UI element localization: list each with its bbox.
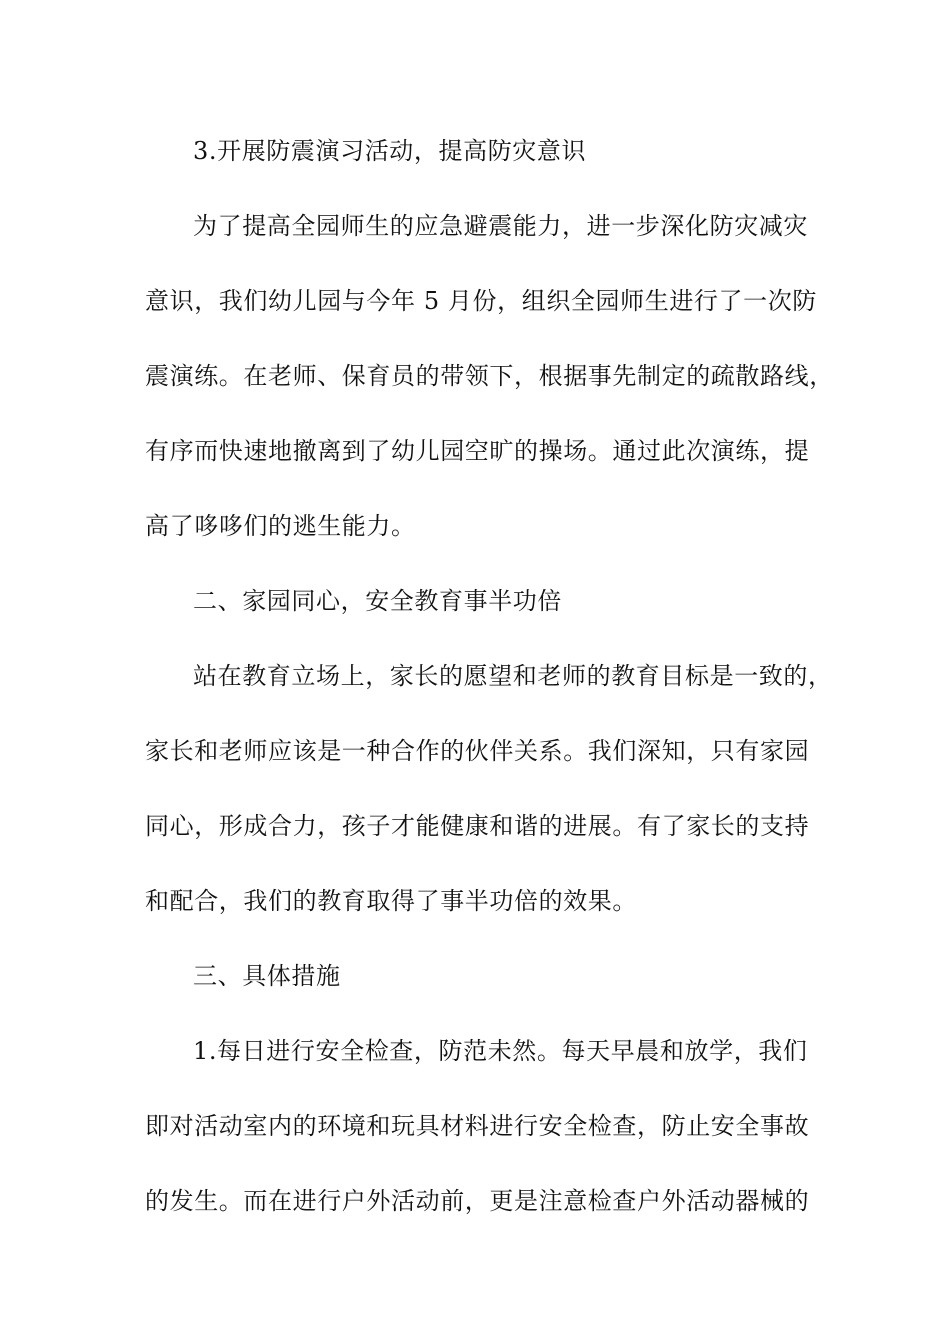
heading-drill: 3.开展防震演习活动，提高防灾意识 <box>193 137 587 165</box>
paragraph-line: 同心，形成合力，孩子才能健康和谐的进展。有了家长的支持 <box>145 812 810 840</box>
paragraph-line: 家长和老师应该是一种合作的伙伴关系。我们深知，只有家园 <box>145 737 810 765</box>
paragraph-line: 震演练。在老师、保育员的带领下，根据事先制定的疏散路线， <box>145 362 834 390</box>
paragraph-line: 的发生。而在进行户外活动前，更是注意检查户外活动器械的 <box>145 1187 810 1215</box>
paragraph-line: 有序而快速地撤离到了幼儿园空旷的操场。通过此次演练，提 <box>145 437 810 465</box>
paragraph-line: 站在教育立场上，家长的愿望和老师的教育目标是一致的， <box>193 662 833 690</box>
paragraph-line: 意识，我们幼儿园与今年 5 月份，组织全园师生进行了一次防 <box>145 287 817 315</box>
section-heading-measures: 三、具体措施 <box>193 962 341 990</box>
paragraph-line: 和配合，我们的教育取得了事半功倍的效果。 <box>145 887 637 915</box>
paragraph-line: 1.每日进行安全检查，防范未然。每天早晨和放学，我们 <box>193 1037 808 1065</box>
paragraph-line: 即对活动室内的环境和玩具材料进行安全检查，防止安全事故 <box>145 1112 810 1140</box>
paragraph-line: 为了提高全园师生的应急避震能力，进一步深化防灾减灾 <box>193 212 808 240</box>
section-heading-home-school: 二、家园同心，安全教育事半功倍 <box>193 587 562 615</box>
paragraph-line: 高了哆哆们的逃生能力。 <box>145 512 416 540</box>
